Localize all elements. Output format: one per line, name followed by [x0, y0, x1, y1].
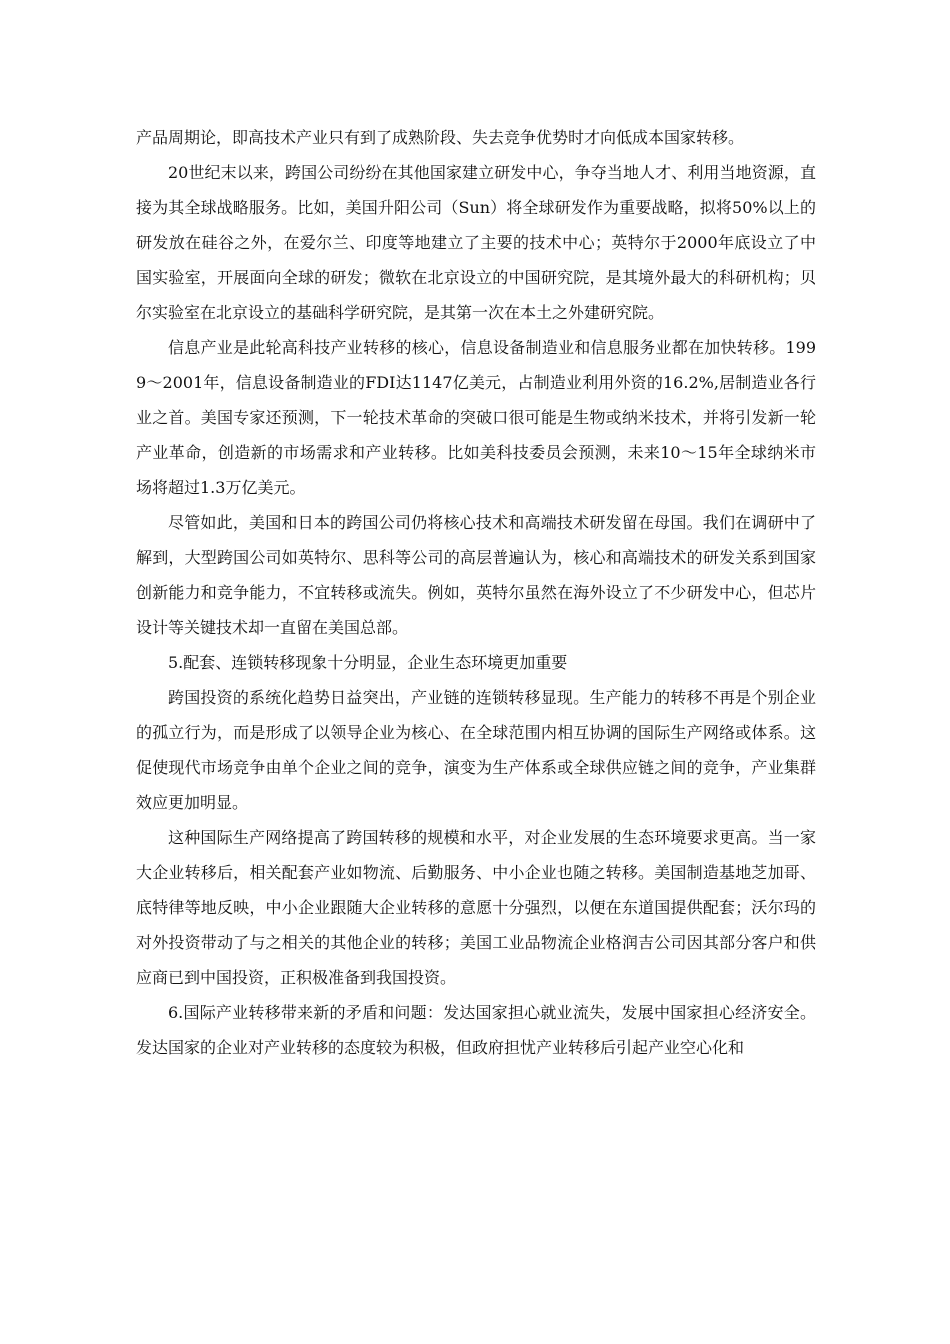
paragraph-industry-chain: 跨国投资的系统化趋势日益突出，产业链的连锁转移显现。生产能力的转移不再是个别企业的孤立行为，而是形成了以领导企业为核心、在全球范围内相互协调的国际生产网络或体系。这促使现代市场竞争由单个企业之间的竞争，演变为生产体系或全球供应链之间的竞争，产业集群效应更加明显。 — [136, 688, 816, 812]
paragraph-continuation: 产品周期论，即高技术产业只有到了成熟阶段、失去竞争优势时才向低成本国家转移。 — [136, 128, 745, 147]
section-heading-5: 5.配套、连锁转移现象十分明显，企业生态环境更加重要 — [168, 653, 568, 672]
paragraph-rd-centers: 20世纪末以来，跨国公司纷纷在其他国家建立研发中心，争夺当地人才、利用当地资源，直接为其全球战略服务。比如，美国升阳公司（Sun）将全球研发作为重要战略，拟将50%以上的研发放在硅谷之外，在爱尔兰、印度等地建立了主要的技术中心；英特尔于2000年底设立了中国实验室，开展面向全球的研发；微软在北京设立的中国研究院，是其境外最大的科研机构；贝尔实验室在北京设立的基础科学研究院，是其第一次在本土之外建研究院。 — [136, 163, 816, 322]
paragraph-production-network: 这种国际生产网络提高了跨国转移的规模和水平，对企业发展的生态环境要求更高。当一家大企业转移后，相关配套产业如物流、后勤服务、中小企业也随之转移。美国制造基地芝加哥、底特律等地反映，中小企业跟随大企业转移的意愿十分强烈，以便在东道国提供配套；沃尔玛的对外投资带动了与之相关的其他企业的转移；美国工业品物流企业格润吉公司因其部分客户和供应商已到中国投资，正积极准备到我国投资。 — [136, 828, 816, 987]
paragraph-core-technology: 尽管如此，美国和日本的跨国公司仍将核心技术和高端技术研发留在母国。我们在调研中了解到，大型跨国公司如英特尔、思科等公司的高层普遍认为，核心和高端技术的研发关系到国家创新能力和竞争能力，不宜转移或流失。例如，英特尔虽然在海外设立了不少研发中心，但芯片设计等关键技术却一直留在美国总部。 — [136, 513, 816, 637]
paragraph-information-industry: 信息产业是此轮高科技产业转移的核心，信息设备制造业和信息服务业都在加快转移。1999～2001年，信息设备制造业的FDI达1147亿美元，占制造业利用外资的16.2%,居制造业各行业之首。美国专家还预测，下一轮技术革命的突破口很可能是生物或纳米技术，并将引发新一轮产业革命，创造新的市场需求和产业转移。比如美科技委员会预测，未来10～15年全球纳米市场将超过1.3万亿美元。 — [136, 338, 816, 497]
document-page — [136, 120, 816, 1065]
section-heading-6-paragraph: 6.国际产业转移带来新的矛盾和问题：发达国家担心就业流失，发展中国家担心经济安全。发达国家的企业对产业转移的态度较为积极，但政府担忧产业转移后引起产业空心化和 — [136, 1003, 816, 1057]
